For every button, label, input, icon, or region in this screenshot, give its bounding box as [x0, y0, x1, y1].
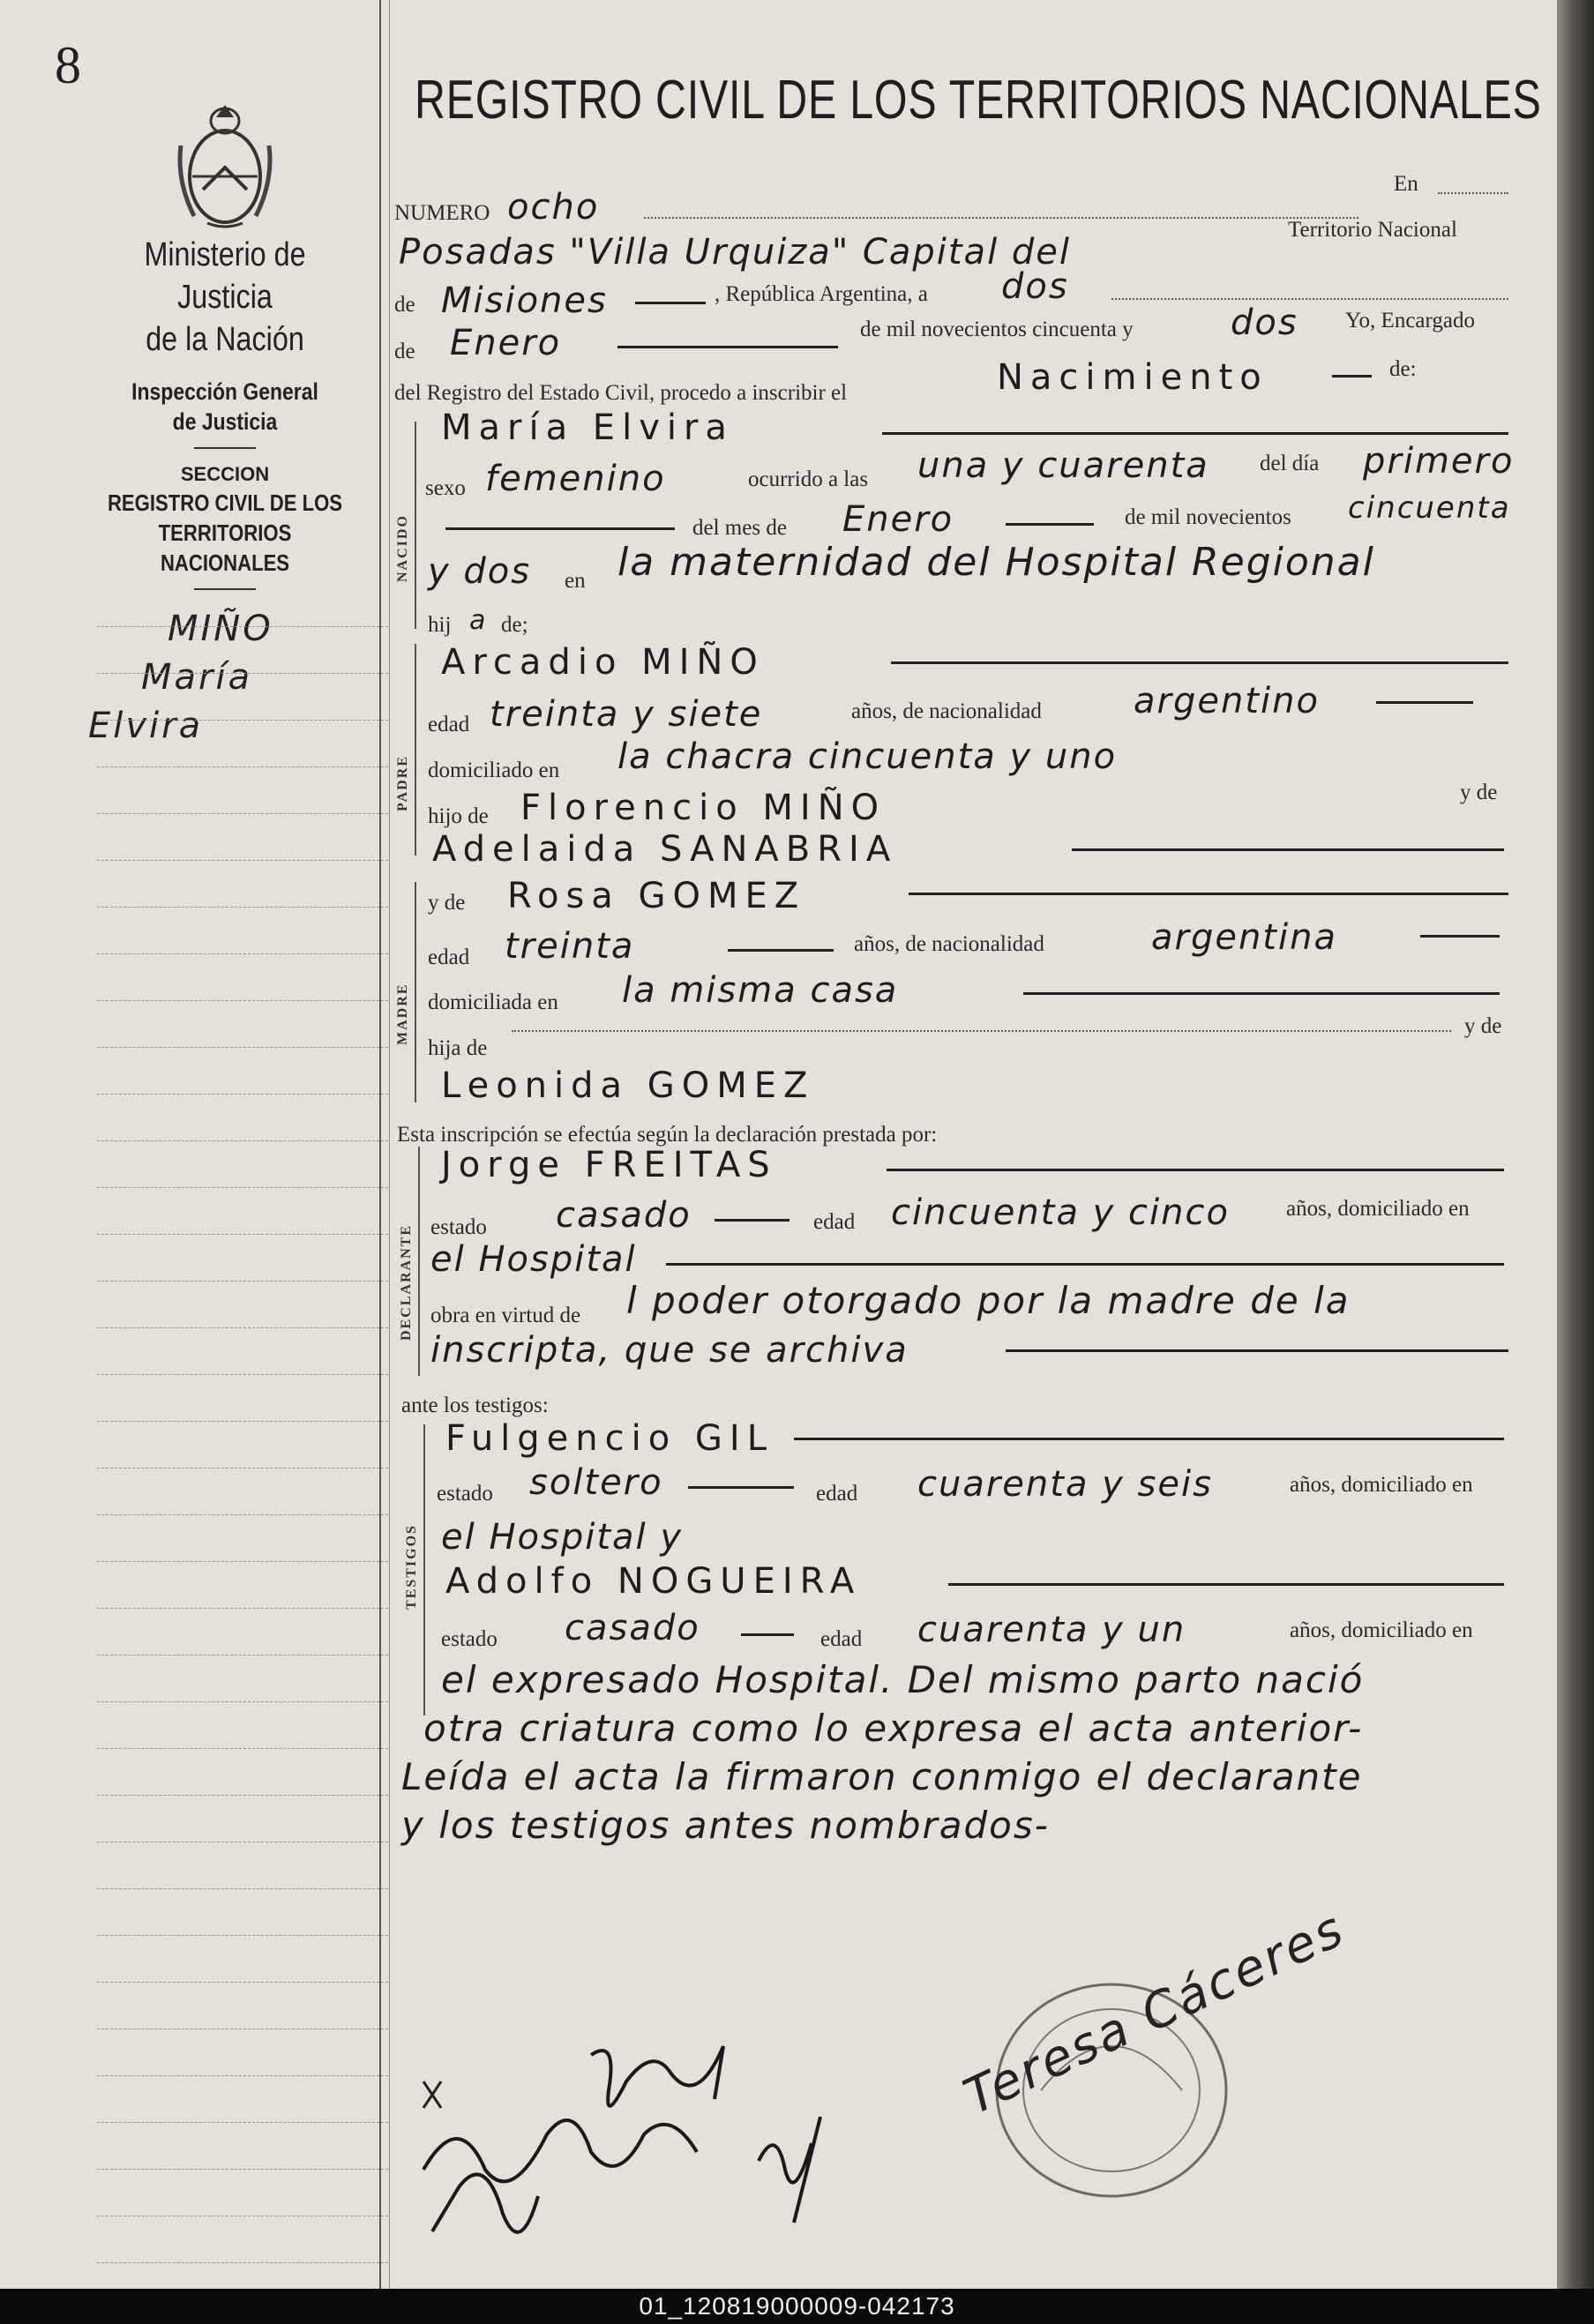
book-spine — [1557, 0, 1594, 2289]
hour-value: una y cuarenta — [917, 445, 1209, 486]
margin-given-name-1: María — [141, 657, 253, 698]
hijo-de-label: hijo de — [428, 804, 489, 828]
madre-nac-value: argentina — [1151, 917, 1337, 958]
del-dia-label: del día — [1260, 452, 1320, 475]
procede-label: del Registro del Estado Civil, procedo a inscribir el — [394, 381, 848, 405]
margin-ruling-line — [97, 1608, 388, 1609]
nacido-tag: NACIDO — [395, 514, 410, 582]
obra-value: l poder otorgado por la madre de la — [626, 1279, 1351, 1322]
testigos-tag: TESTIGOS — [404, 1524, 419, 1610]
month-value: Enero — [450, 323, 562, 363]
declarant-name-value: Jorge FREITAS — [441, 1145, 777, 1185]
fill-dash — [1420, 935, 1500, 938]
hij-suffix: a — [469, 605, 488, 636]
divider — [194, 447, 256, 449]
fill-dash — [948, 1583, 1504, 1586]
margin-ruling-line — [97, 1374, 388, 1375]
note-line: el expresado Hospital. Del mismo parto nació — [441, 1658, 1365, 1701]
padre-nac-label: años, de nacionalidad — [851, 699, 1042, 723]
margin-ruling-line — [97, 1935, 388, 1936]
inspection-line1: Inspección General — [131, 378, 318, 405]
inspection-line2: de Justicia — [172, 408, 278, 435]
declarante-dom-value: el Hospital — [430, 1239, 637, 1280]
de-label-2: de — [394, 340, 415, 363]
padre-dom-label: domiciliado en — [428, 758, 560, 782]
officer-signature: Teresa Cáceres — [955, 1900, 1354, 2126]
margin-ruling-line — [97, 1561, 388, 1562]
margin-ruling-line — [97, 1514, 388, 1515]
place-value: Posadas "Villa Urquiza" Capital del — [399, 232, 1072, 273]
declarante-estado-label: estado — [430, 1215, 487, 1239]
y-de-label: y de — [1460, 781, 1498, 804]
fill-dash — [617, 346, 838, 348]
witness2-edad-label: edad — [820, 1627, 863, 1651]
day-of-birth-value: primero — [1363, 441, 1515, 482]
birth-month-value: Enero — [842, 499, 954, 540]
margin-ruling-line — [97, 1187, 388, 1188]
birth-year-label: de mil novecientos — [1125, 505, 1291, 529]
declarante-tag: DECLARANTE — [399, 1223, 414, 1341]
section-bracket — [415, 422, 416, 629]
fill-dash — [1332, 375, 1372, 377]
witness1-name-value: Fulgencio GIL — [445, 1418, 775, 1459]
year-value: dos — [1231, 303, 1298, 343]
declarante-dom-label: años, domiciliado en — [1286, 1197, 1470, 1221]
margin-ruling-line — [97, 720, 388, 721]
witness2-edad-value: cuarenta y un — [917, 1610, 1186, 1650]
year-label: de mil novecientos cincuenta y — [860, 318, 1134, 341]
padre-edad-value: treinta y siete — [490, 694, 763, 735]
column-rule-inner — [389, 0, 390, 2289]
territory-value: Misiones — [441, 280, 608, 321]
ministry-header — [79, 234, 370, 601]
maternal-grandmother-value: Leonida GOMEZ — [441, 1065, 815, 1106]
padre-dom-value: la chacra cincuenta y uno — [617, 736, 1118, 777]
madre-edad-value: treinta — [505, 926, 635, 967]
territorio-label: Territorio Nacional — [1288, 218, 1457, 242]
image-code-bar: 01_120819000009-042173 — [0, 2289, 1594, 2324]
de-label: de — [394, 293, 415, 317]
birth-year-value-2: y dos — [428, 551, 532, 592]
margin-ruling-line — [97, 860, 388, 861]
ministry-name-line2: de la Nación — [146, 321, 304, 358]
fill-dash — [794, 1438, 1504, 1440]
birth-place-value: la maternidad del Hospital Regional — [617, 540, 1375, 585]
margin-ruling-line — [97, 626, 388, 627]
note-line: otra criatura como lo expresa el acta anterior- — [423, 1707, 1364, 1750]
padre-edad-label: edad — [428, 713, 470, 736]
margin-ruling-line — [97, 766, 388, 767]
fill-line — [1438, 192, 1508, 194]
fill-dash — [715, 1219, 790, 1222]
registry-line2: TERRITORIOS NACIONALES — [158, 519, 292, 576]
witness1-estado-value: soltero — [529, 1462, 663, 1503]
section-bracket — [418, 1147, 420, 1376]
page-number: 8 — [55, 36, 81, 94]
act-type-value: Nacimiento — [997, 357, 1268, 398]
day-value: dos — [1001, 266, 1069, 307]
fill-dash — [882, 432, 1508, 435]
margin-ruling-line — [97, 1094, 388, 1095]
margin-ruling-line — [97, 1421, 388, 1422]
margin-ruling-line — [97, 1701, 388, 1702]
declarante-edad-value: cincuenta y cinco — [891, 1192, 1230, 1233]
numero-value: ocho — [507, 187, 600, 228]
paternal-grandmother-value: Adelaida SANABRIA — [432, 829, 898, 870]
mes-label: del mes de — [692, 516, 787, 540]
en-label-2: en — [565, 569, 586, 593]
obra-value-2: inscripta, que se archiva — [430, 1330, 909, 1371]
sexo-label: sexo — [425, 476, 466, 500]
fill-dash — [1072, 848, 1504, 851]
fill-dash — [688, 1486, 794, 1489]
margin-ruling-line — [97, 1281, 388, 1282]
mother-name-value: Rosa GOMEZ — [507, 876, 806, 916]
page-title: REGISTRO CIVIL DE LOS TERRITORIOS NACIONALES — [415, 70, 1542, 131]
section-bracket — [423, 1424, 425, 1715]
hij-label: hij — [428, 613, 452, 637]
margin-ruling-line — [97, 673, 388, 674]
witness1-dom-value: el Hospital y — [441, 1517, 684, 1558]
note-line: Leída el acta la firmaron conmigo el declarante — [401, 1755, 1363, 1798]
fill-dash — [887, 1169, 1504, 1171]
margin-ruling-line — [97, 2262, 388, 2263]
fill-line — [1111, 298, 1508, 300]
national-coat-of-arms-icon — [176, 101, 273, 229]
margin-given-name-2: Elvira — [88, 706, 204, 746]
sexo-value: femenino — [485, 459, 666, 499]
obra-label: obra en virtud de — [430, 1304, 581, 1327]
margin-ruling-line — [97, 2122, 388, 2123]
fill-dash — [635, 302, 706, 304]
fill-dash — [741, 1633, 794, 1636]
ministry-name: Ministerio de Justicia — [144, 236, 306, 316]
padre-tag: PADRE — [395, 755, 410, 811]
margin-ruling-line — [97, 2169, 388, 2170]
fill-dash — [1376, 701, 1473, 704]
registry-line1: REGISTRO CIVIL DE LOS — [107, 489, 343, 516]
margin-surname: MIÑO — [168, 609, 273, 649]
declaration-label: Esta inscripción se efectúa según la declaración prestada por: — [397, 1123, 938, 1147]
fill-dash — [1006, 523, 1094, 526]
madre-dom-label: domiciliada en — [428, 990, 558, 1014]
madre-tag: MADRE — [395, 983, 410, 1045]
margin-ruling-line — [97, 1140, 388, 1141]
hija-de-label: hija de — [428, 1036, 488, 1060]
witness2-name-value: Adolfo NOGUEIRA — [445, 1561, 862, 1602]
margin-ruling-line — [97, 907, 388, 908]
declarante-estado-value: casado — [556, 1195, 692, 1236]
margin-ruling-line — [97, 1888, 388, 1889]
fill-line — [644, 217, 1358, 219]
testigos-label: ante los testigos: — [401, 1394, 549, 1417]
encargado-label: Yo, Encargado — [1345, 309, 1475, 333]
witness1-edad-label: edad — [816, 1482, 858, 1506]
witness1-estado-label: estado — [437, 1482, 493, 1506]
numero-label: NUMERO — [394, 201, 490, 225]
madre-dom-value: la misma casa — [622, 970, 899, 1011]
fill-dash — [666, 1263, 1504, 1266]
signatures-handwritten — [406, 2029, 935, 2258]
fill-dash — [1006, 1349, 1508, 1352]
father-name-value: Arcadio MIÑO — [441, 642, 765, 683]
madre-y-de-label-2: y de — [1464, 1014, 1502, 1038]
declarante-edad-label: edad — [813, 1210, 856, 1234]
margin-ruling-line — [97, 1982, 388, 1983]
margin-ruling-line — [97, 1000, 388, 1001]
fill-dash — [909, 893, 1508, 895]
margin-ruling-line — [97, 1795, 388, 1796]
section-label: SECCION — [180, 463, 270, 485]
margin-ruling-line — [97, 1234, 388, 1235]
margin-ruling-line — [97, 813, 388, 814]
witness2-dom-label: años, domiciliado en — [1290, 1618, 1473, 1642]
margin-column — [0, 0, 379, 2289]
divider — [194, 588, 256, 590]
madre-y-de-label: y de — [428, 891, 466, 915]
de-semicolon-label: de; — [501, 613, 528, 637]
margin-ruling-line — [97, 1748, 388, 1749]
fill-dash — [1023, 992, 1500, 995]
child-name-value: María Elvira — [441, 407, 734, 448]
fill-dash — [445, 527, 675, 530]
fill-dash — [891, 661, 1508, 664]
madre-edad-label: edad — [428, 945, 470, 969]
fill-line — [512, 1030, 1451, 1032]
en-label: En — [1394, 172, 1418, 196]
birth-year-value: cincuenta — [1348, 490, 1511, 526]
margin-ruling-line — [97, 1047, 388, 1048]
madre-nac-label: años, de nacionalidad — [854, 932, 1044, 956]
note-line: y los testigos antes nombrados- — [401, 1804, 1050, 1847]
column-rule — [379, 0, 381, 2289]
margin-ruling-line — [97, 1327, 388, 1328]
margin-ruling-line — [97, 2075, 388, 2076]
ocurrido-label: ocurrido a las — [748, 467, 869, 491]
margin-ruling-line — [97, 953, 388, 954]
paternal-grandfather-value: Florencio MIÑO — [520, 788, 887, 828]
fill-dash — [728, 949, 834, 952]
padre-nac-value: argentino — [1134, 681, 1320, 721]
section-bracket — [415, 882, 416, 1102]
republica-label: , República Argentina, a — [715, 282, 928, 306]
witness2-estado-value: casado — [565, 1608, 700, 1648]
section-bracket — [415, 644, 416, 856]
witness1-edad-value: cuarenta y seis — [917, 1464, 1213, 1505]
witness2-estado-label: estado — [441, 1627, 498, 1651]
witness1-dom-label: años, domiciliado en — [1290, 1473, 1473, 1497]
de-colon-label: de: — [1389, 357, 1417, 381]
